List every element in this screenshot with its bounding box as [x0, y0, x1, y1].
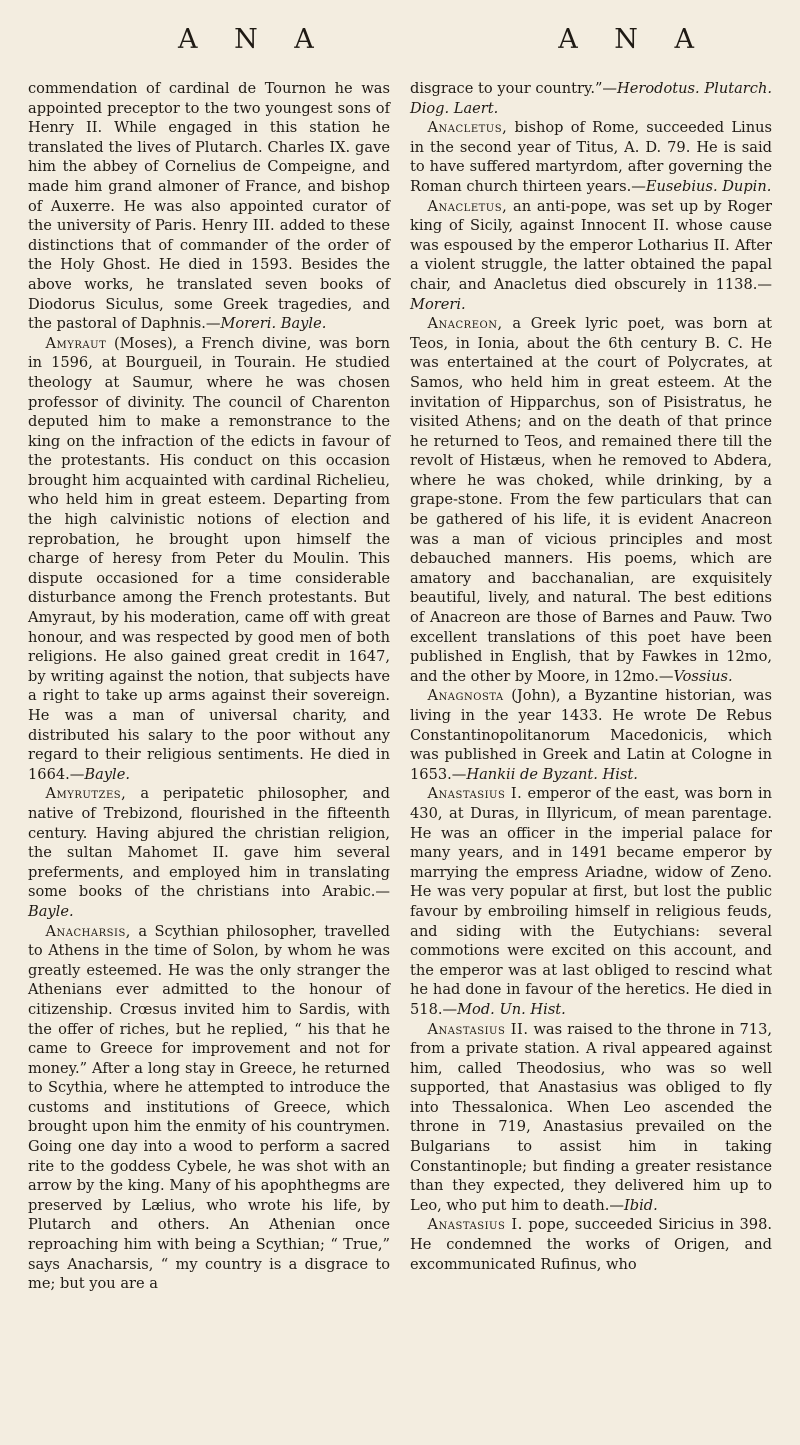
entry-text: pope, succeeded Siricius in 398. He condemned the works of Origen, and excommunicated Rufinus, who: [410, 1216, 773, 1273]
entry-source: Bayle.: [28, 902, 74, 920]
entry-headword: Amyrutzes,: [45, 785, 127, 803]
entry-text: was raised to the throne in 713, from a private station. A rival appeared against him, called Theodosius, who was so well supported, that Anastasius was obliged to fly into Thessalonica. When Leo ascended the throne in 719, Anastasius prevailed on the Bulgarians to assist him in taking Constantinople; but finding a greater resistance than they expected, they delivered him up to Leo, who put him to death.: [410, 1020, 772, 1214]
entry-source: Mod. Un. Hist.: [457, 1000, 566, 1018]
dictionary-entry: Anacletus, an anti-pope, was set up by Roger king of Sicily, against Innocent II. whose cause was espoused by the emperor Lotharius II. After a violent struggle, the latter obtained the papal chair, and Anacletus died obscurely in 1138.—Moreri.: [410, 197, 772, 313]
entry-source: Bayle.: [84, 765, 130, 783]
running-head-left: A N A: [178, 24, 328, 55]
dictionary-entry: Anacletus, bishop of Rome, succeeded Linus in the second year of Titus, A. D. 79. He is said to have suffered martyrdom, after governing the Roman church thirteen years.—Eusebius. Dupin.: [410, 119, 773, 195]
dictionary-entry: Anastasius II. was raised to the throne in 713, from a private station. A rival appeared against him, called Theodosius, who was so well supported, that Anastasius was obliged to fly into Thessalonica. When Leo ascended the throne in 719, Anastasius prevailed on the Bulgarians to assist him in taking Constantinople; but finding a greater resistance than they expected, they delivered him up to Leo, who put him to death.—Ibid.: [410, 1020, 772, 1214]
entry-text: bishop of Rome, succeeded Linus in the second year of Titus, A. D. 79. He is said to have suffered martyrdom, after governing the Roman church thirteen years.: [410, 119, 773, 195]
entry-text: (Moses), a French divine, was born in 1596, at Bourgueil, in Tourain. He studied theology at Saumur, where he was chosen professor of divinity. The council of Charenton deputed him to make a remonstrance to the king on the infraction of the edicts in favour of the protestants. His conduct on this occasion brought him acquainted with cardinal Richelieu, who held him in great esteem. Departing from the high calvinistic notions of election and reprobation, he brought upon himself the charge of heresy from Peter du Moulin. This dispute occasioned for a time considerable disturbance among the French protestants. But Amyraut, by his moderation, came off with great honour, and was respected by good men of both religions. He also gained great credit in 1647, by writing against the notion, that subjects have a right to take up arms against their sovereign. He was a man of universal charity, and distributed his salary to the poor without any regard to their religious sentiments. He died in 1664.: [28, 334, 390, 783]
entry-headword: Amyraut: [45, 334, 107, 352]
entry-source: Ibid.: [623, 1196, 658, 1214]
dictionary-entry: Anastasius I. emperor of the east, was born in 430, at Duras, in Illyricum, of mean parentage. He was an officer in the imperial palace for many years, and in 1491 became emperor by marrying the empress Ariadne, widow of Zeno. He was very popular at first, but lost the public favour by embroiling himself in religious feuds, and siding with the Eutychians: several commotions were excited on this account, and the emperor was at last obliged to rescind what he had done in favour of the heretics. He died in 518.—Mod. Un. Hist.: [410, 785, 773, 1018]
left-column: [28, 79, 390, 1294]
entry-text: an anti-pope, was set up by Roger king of Sicily, against Innocent II. whose cause was espoused by the emperor Lotharius II. After a violent struggle, the latter obtained the papal chair, and Anacletus died obscurely in 1138.: [410, 197, 772, 293]
entry-text: a Greek lyric poet, was born at Teos, in Ionia, about the 6th century B. C. He was entertained at the court of Polycrates, at Samos, who held him in great esteem. At the invitation of Hipparchus, son of Pisistratus, he visited Athens; and on the death of that prince he returned to Teos, and remained there till the revolt of Histæus, when he removed to Abdera, where he was choked, while drinking, by a grape-stone. From the few particulars that can be gathered of his life, it is evident Anacreon was a man of vicious principles and most debauched manners. His poems, which are amatory and bacchanalian, are exquisitely beautiful, lively, and natural. The best editions of Anacreon are those of Barnes and Pauw. Two excellent translations of this poet have been published in English, that by Fawkes in 12mo, and the other by Moore, in 12mo.: [410, 315, 772, 685]
entry-text: commendation of cardinal de Tournon he was appointed preceptor to the two youngest sons of Henry II. While engaged in this station he translated the lives of Plutarch. Charles IX. gave him the abbey of Cornelius de Compeigne, and made him grand almoner of France, and bishop of Auxerre. He was also appointed curator of the university of Paris. Henry III. added to these distinctions that of commander of the order of the Holy Ghost. He died in 1593. Besides the above works, he translated seven books of Diodorus Siculus, some Greek tragedies, and the pastoral of Daphnis.: [28, 80, 390, 333]
dictionary-entry: Anagnosta (John), a Byzantine historian, was living in the year 1433. He wrote De Rebus Constantinopolitanorum Macedonicis, which was published in Greek and Latin at Cologne in 1653.—Hankii de Byzant. Hist.: [410, 687, 772, 783]
entry-source: Hankii de Byzant. Hist.: [466, 765, 638, 783]
entry-source: Moreri.: [410, 295, 466, 313]
dictionary-entry: Anacreon, a Greek lyric poet, was born at Teos, in Ionia, about the 6th century B. C. He was entertained at the court of Polycrates, at Samos, who held him in great esteem. At the invitation of Hipparchus, son of Pisistratus, he visited Athens; and on the death of that prince he returned to Teos, and remained there till the revolt of Histæus, when he removed to Abdera, where he was choked, while drinking, by a grape-stone. From the few particulars that can be gathered of his life, it is evident Anacreon was a man of vicious principles and most debauched manners. His poems, which are amatory and bacchanalian, are exquisitely beautiful, lively, and natural. The best editions of Anacreon are those of Barnes and Pauw. Two excellent translations of this poet have been published in English, that by Fawkes in 12mo, and the other by Moore, in 12mo.—Vossius.: [410, 315, 772, 685]
entry-headword: Anacletus,: [427, 197, 508, 215]
entry-continuation: disgrace to your country.”—Herodotus. Plutarch. Diog. Laert.: [410, 80, 772, 117]
dictionary-entry: Amyraut (Moses), a French divine, was born in 1596, at Bourgueil, in Tourain. He studied theology at Saumur, where he was chosen professor of divinity. The council of Charenton deputed him to make a remonstrance to the king on the infraction of the edicts in favour of the protestants. His conduct on this occasion brought him acquainted with cardinal Richelieu, who held him in great esteem. Departing from the high calvinistic notions of election and reprobation, he brought upon himself the charge of heresy from Peter du Moulin. This dispute occasioned for a time considerable disturbance among the French protestants. But Amyraut, by his moderation, came off with great honour, and was respected by good men of both religions. He also gained great credit in 1647, by writing against the notion, that subjects have a right to take up arms against their sovereign. He was a man of universal charity, and distributed his salary to the poor without any regard to their religious sentiments. He died in 1664.—Bayle.: [28, 334, 390, 783]
entry-headword: Anacreon,: [427, 315, 503, 333]
entry-text: a peripatetic philosopher, and native of Trebizond, flourished in the fifteenth century. Having abjured the christian religion, the sultan Mahomet II. gave him several preferments, and employed him in translating some books of the christians into Arabic.: [28, 785, 390, 901]
entry-text: a Scythian philosopher, travelled to Athens in the time of Solon, by whom he was greatly esteemed. He was the only stranger the Athenians ever admitted to the honour of citizenship. Crœsus invited him to Sardis, with the offer of riches, but he replied, “ his that he came to Greece for improvement and not for money.” After a long stay in Greece, he returned to Scythia, where he attempted to introduce the customs and institutions of Greece, which brought upon him the enmity of his countrymen. Going one day into a wood to perform a sacred rite to the goddess Cybele, he was shot with an arrow by the king. Many of his apophthegms are preserved by Lælius, who wrote his life, by Plutarch and others. An Athenian once reproaching him with being a Scythian; “ True,” says Anacharsis, “ my country is a disgrace to me; but you are a: [28, 922, 391, 1293]
entry-headword: Anagnosta: [427, 687, 504, 705]
running-head-right: A N A: [558, 24, 708, 55]
entry-headword: Anacharsis,: [45, 922, 131, 940]
text-columns: [28, 79, 772, 1294]
entry-text: emperor of the east, was born in 430, at Duras, in Illyricum, of mean parentage. He was an officer in the imperial palace for many years, and in 1491 became emperor by marrying the empress Ariadne, widow of Zeno. He was very popular at first, but lost the public favour by embroiling himself in religious feuds, and siding with the Eutychians: several commotions were excited on this account, and the emperor was at last obliged to rescind what he had done in favour of the heretics. He died in 518.: [410, 785, 773, 1018]
entry-source: Moreri. Bayle.: [220, 315, 327, 333]
right-column: [410, 79, 772, 1294]
entry-source: Herodotus. Plutarch. Diog. Laert.: [410, 80, 772, 117]
entry-continuation: commendation of cardinal de Tournon he was appointed preceptor to the two youngest sons of Henry II. While engaged in this station he translated the lives of Plutarch. Charles IX. gave him the abbey of Cornelius de Compeigne, and made him grand almoner of France, and bishop of Auxerre. He was also appointed curator of the university of Paris. Henry III. added to these distinctions that of commander of the order of the Holy Ghost. He died in 1593. Besides the above works, he translated seven books of Diodorus Siculus, some Greek tragedies, and the pastoral of Daphnis.—Moreri. Bayle.: [28, 80, 390, 333]
running-head: [28, 24, 772, 55]
dictionary-entry: [28, 922, 390, 1294]
entry-headword: Anacletus,: [427, 119, 508, 137]
entry-source: Vossius.: [673, 667, 733, 685]
entry-headword: Anastasius I.: [427, 1216, 523, 1234]
entry-source: Eusebius. Dupin.: [645, 177, 772, 195]
entry-headword: Anastasius I.: [427, 785, 523, 803]
entry-headword: Anastasius II.: [427, 1020, 529, 1038]
entry-text: (John), a Byzantine historian, was living in the year 1433. He wrote De Rebus Constantinopolitanorum Macedonicis, which was published in Greek and Latin at Cologne in 1653.: [410, 687, 772, 783]
entry-text: disgrace to your country.”: [410, 80, 603, 97]
dictionary-entry: Amyrutzes, a peripatetic philosopher, and native of Trebizond, flourished in the fifteenth century. Having abjured the christian religion, the sultan Mahomet II. gave him several preferments, and employed him in translating some books of the christians into Arabic.—Bayle.: [28, 785, 390, 920]
dictionary-entry: [410, 1215, 772, 1274]
